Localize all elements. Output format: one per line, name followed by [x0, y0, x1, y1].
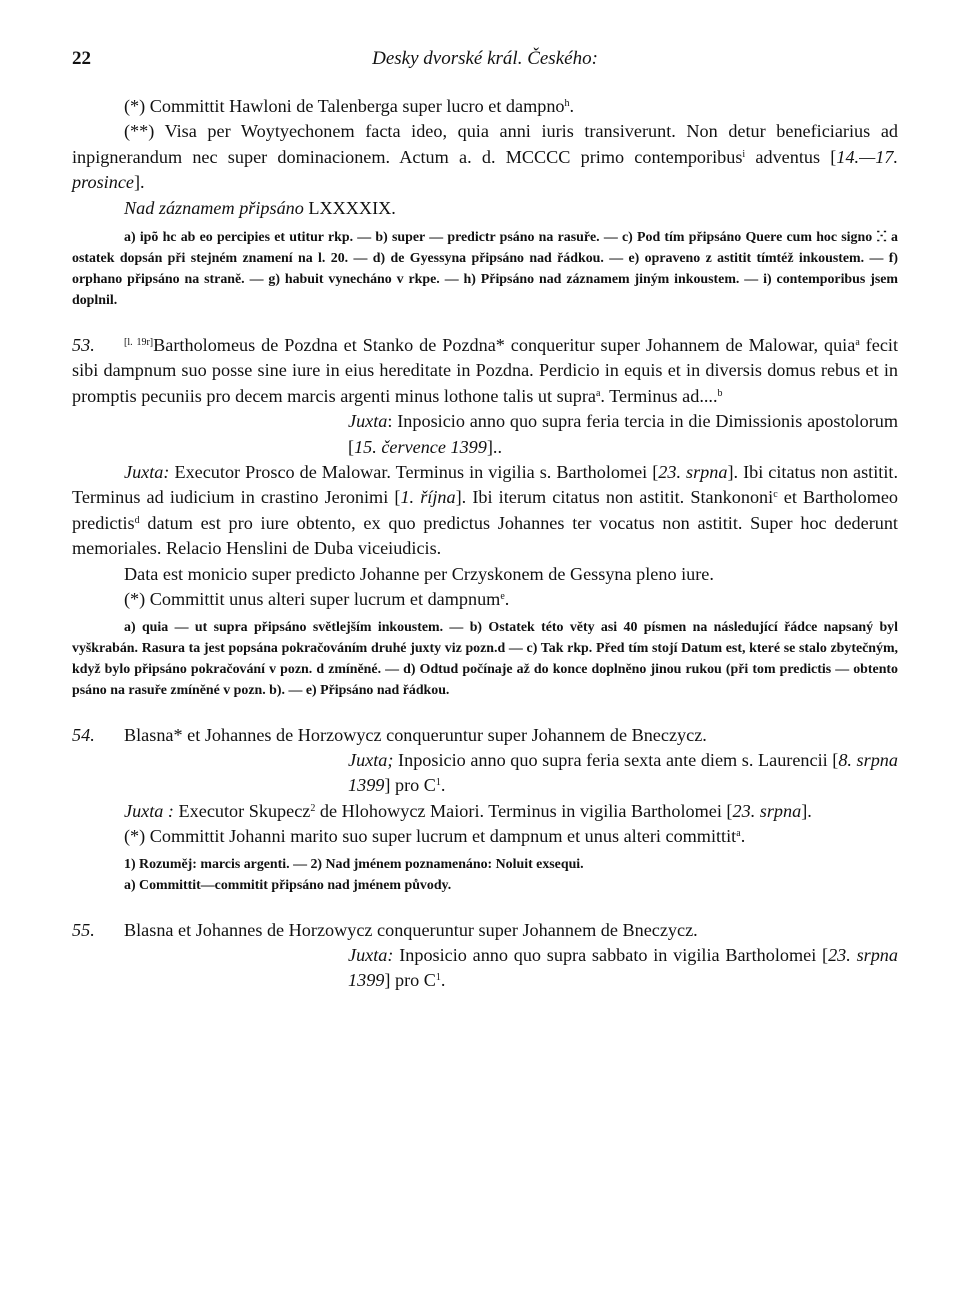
juxta-executor-54: Juxta : Executor Skupecz$^2$ de Hlohowycz Maiori. Terminus in vigilia Bartholomei [23. srpna]. [124, 800, 812, 821]
note-paragraph: Nad záznamem připsáno LXXXXIX. [124, 197, 396, 218]
entry-number: 54. [72, 724, 95, 745]
juxta-executor-53: Juxta: Executor Prosco de Malowar. Terminus in vigilia s. Bartholomei [23. srpna]. Ibi citatus non astitit. Terminus ad iudicium in crastino Jeronimi [1. října]. Ibi iterum citatus non astitit. Stankononi$^c$ et Bartholomeo predictis$^d$ datum est pro iure obtento, ex quo predictus Johannes ter vocatus non astitit. Super hoc dederunt memoriales. Relacio Henslini de Duba viceiudicis. [72, 462, 899, 559]
footnotes-54-letter: a) Committit—commitit připsáno nad jménem původy. [124, 877, 452, 893]
entry-number: 55. [72, 919, 95, 940]
entry-number: 53. [72, 335, 95, 356]
juxta-inposicio-53: Juxta: Inposicio anno quo supra feria tercia in die Dimissionis apostolorum [15. července 1399].. [348, 411, 898, 457]
running-title: Desky dvorské král. Českého: [372, 48, 598, 69]
visa-paragraph: (**) Visa per Woytyechonem facta ideo, quia anni iuris transiverunt. Non detur beneficiarius ad inpignerandum nec super dominacionem. Actum a. d. MCCCC primo contemporibus$^i$ adventus [14.—17. prosince]. [72, 121, 898, 193]
footnotes-previous: a) ipõ hc ab eo percipies et utitur rkp. — b) super — predictr psáno na rasuře. — c) Pod tím připsáno Quere cum hoc signo ⵘ a ostatek dopsán při stejném znamení na l. 20. — d) de Gyessyna připsáno nad řádkou. — e) opraveno z astitit tímtéž inkoustem. — f) orphano připsáno na straně. — g) habuit vynecháno v rkpe. — h) Připsáno nad záznamem jiným inkoustem. — i) contemporibus jsem doplnil. [72, 230, 898, 309]
page-number: 22 [72, 48, 91, 69]
footnotes-54-numeric: 1) Rozuměj: marcis argenti. — 2) Nad jménem poznamenáno: Noluit exsequi. [124, 856, 584, 872]
entry-53: 53. [l. 19r]Bartholomeus de Pozdna et Stanko de Pozdna* conqueritur super Johannem de Malowar, quia$^a$ fecit sibi dampnum suo posse sine iure in eius hereditate in Pozdna. Perdicio in equis et in diversis domus rebus et in promptis pecuniis pro decem marcis argenti minus lothone talis ut supra$^a$. Terminus ad....$^b$ [72, 335, 898, 406]
entry-55: 55. Blasna et Johannes de Horzowycz conqueruntur super Johannem de Bneczycz. [72, 918, 898, 943]
juxta-inposicio-55: Juxta: Inposicio anno quo supra sabbato in vigilia Bartholomei [23. srpna 1399] pro $C^1$. [348, 944, 898, 991]
committit-54: (*) Committit Johanni marito suo super lucrum et dampnum et unus alteri committit$^a$. [124, 826, 746, 847]
entry-54: 54. Blasna* et Johannes de Horzowycz conqueruntur super Johannem de Bneczycz. [72, 723, 898, 748]
page [72, 48, 898, 994]
data-est-paragraph: Data est monicio super predicto Johanne per Crzyskonem de Gessyna pleno iure. [124, 563, 714, 584]
committit-53: (*) Committit unus alteri super lucrum et dampnum$^e$. [124, 589, 510, 610]
footnotes-53: a) quia — ut supra připsáno světlejším inkoustem. — b) Ostatek této věty asi 40 písmen na následující řádce napsaný byl vyškrabán. Rasura ta jest popsána pokračováním druhé juxty viz pozn.d — c) Tak rkp. Před tím stojí Datum est, které se stalo zbytečným, když bylo připsáno pokračování v pozn. d zmíněné. — d) Odtud počínaje až do konce doplněno jinou rukou (při tom predictis — obtento psáno na rasuře zmíněné v pozn. b). — e) Připsáno nad řádkou. [72, 619, 898, 698]
page-header [72, 48, 898, 78]
juxta-inposicio-54: Juxta; Inposicio anno quo supra feria sexta ante diem s. Laurencii [8. srpna 1399] pro $C^1$. [348, 749, 898, 796]
folio-mark: [l. 19r] [124, 337, 154, 349]
committit-hawloni-paragraph: (*) Committit Hawloni de Talenberga super lucro et dampno$^h$. [124, 96, 575, 116]
